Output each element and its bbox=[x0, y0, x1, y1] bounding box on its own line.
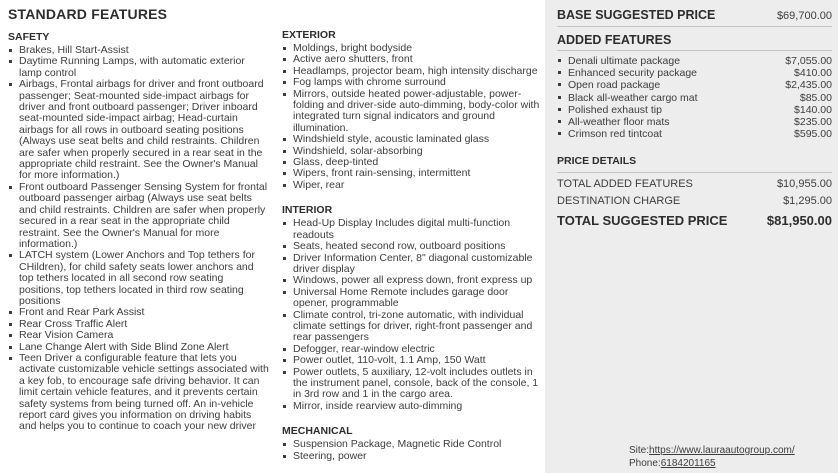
feature-item: LATCH system (Lower Anchors and Top tethers for CHildren), for child safety seats lower anchors and top tethers located in all second row seating positions, top tethers located in third row seating positions bbox=[8, 250, 270, 307]
feature-item: Steering, power bbox=[282, 451, 544, 462]
section-safety bbox=[8, 31, 270, 433]
feature-item: Airbags, Frontal airbags for driver and front outboard passenger; Seat-mounted side-impact airbags for driver and front outboard passenger; Driver inboard seat-mounted side-impact airbag; Head-curtain airbags for all rows in outboard seating positions (Always use seat belts and child restraints. Children are safer when properly secured in a rear seat in the appropriate child restraint. See the Owner's Manual for more information.) bbox=[8, 79, 270, 182]
feature-item: Windshield, solar-absorbing bbox=[282, 146, 544, 157]
feature-item: Driver Information Center, 8" diagonal customizable driver display bbox=[282, 253, 544, 276]
added-feature-row bbox=[557, 67, 832, 79]
price-detail-value: $10,955.00 bbox=[776, 178, 832, 191]
added-feature-label: Polished exhaust tip bbox=[568, 103, 662, 116]
feature-item: Headlamps, projector beam, high intensity discharge bbox=[282, 66, 544, 77]
exterior-heading: EXTERIOR bbox=[282, 29, 336, 41]
feature-item: Active aero shutters, front bbox=[282, 54, 544, 65]
base-price-label: BASE SUGGESTED PRICE bbox=[557, 8, 716, 22]
added-features-heading: ADDED FEATURES bbox=[557, 27, 832, 51]
base-price-row bbox=[557, 8, 832, 27]
mechanical-heading: MECHANICAL bbox=[282, 425, 353, 438]
section-interior bbox=[282, 204, 544, 412]
feature-item: Rear Vision Camera bbox=[8, 330, 270, 341]
price-details-heading: PRICE DETAILS bbox=[557, 155, 832, 173]
added-feature-row bbox=[557, 55, 832, 67]
section-mechanical bbox=[282, 425, 544, 462]
added-feature-row bbox=[557, 116, 832, 128]
added-feature-label: Black all-weather cargo mat bbox=[568, 91, 698, 104]
price-detail-value: $1,295.00 bbox=[783, 195, 832, 208]
added-feature-price: $85.00 bbox=[799, 91, 832, 104]
price-details-list bbox=[557, 173, 832, 207]
feature-item: Head-Up Display Includes digital multi-function readouts bbox=[282, 218, 544, 241]
added-feature-price: $2,435.00 bbox=[785, 79, 832, 92]
dealer-contact bbox=[629, 445, 795, 470]
added-feature-label: Enhanced security package bbox=[568, 67, 697, 80]
added-feature-price: $140.00 bbox=[794, 103, 832, 116]
safety-heading: SAFETY bbox=[8, 31, 50, 43]
phone-link[interactable]: 6184201165 bbox=[660, 457, 716, 469]
feature-item: Brakes, Hill Start-Assist bbox=[8, 45, 270, 56]
feature-item: Seats, heated second row, outboard positions bbox=[282, 241, 544, 252]
price-detail-row bbox=[557, 190, 832, 207]
added-feature-price: $7,055.00 bbox=[785, 55, 832, 67]
added-features-list bbox=[557, 55, 832, 140]
feature-item: Universal Home Remote includes garage door opener, programmable bbox=[282, 287, 544, 310]
feature-item: Power outlets, 5 auxiliary, 12-volt includes outlets in the instrument panel, console, back of the console, 1 in 3rd row and 1 in the cargo area. bbox=[282, 367, 544, 401]
added-feature-row bbox=[557, 128, 832, 140]
feature-item: Mirrors, outside heated power-adjustable, power-folding and driver-side auto-dimming, body-color with integrated turn signal indicators and ground illumination. bbox=[282, 89, 544, 135]
exterior-feature-list bbox=[282, 43, 544, 191]
feature-item: Moldings, bright bodyside bbox=[282, 43, 544, 54]
feature-item: Defogger, rear-window electric bbox=[282, 344, 544, 355]
feature-item: Wipers, front rain-sensing, intermittent bbox=[282, 168, 544, 179]
phone-line bbox=[629, 458, 795, 471]
price-detail-row bbox=[557, 173, 832, 190]
feature-item: Front outboard Passenger Sensing System for frontal outboard passenger airbag (Always use seat belts and child restraints. Children are safer when properly secured in a rear seat in the appropriate child restraint. See the Owner's Manual for more information.) bbox=[8, 182, 270, 250]
added-feature-label: Crimson red tintcoat bbox=[568, 128, 662, 141]
safety-feature-list bbox=[8, 45, 270, 433]
feature-item: Front and Rear Park Assist bbox=[8, 307, 270, 318]
added-feature-price: $595.00 bbox=[794, 128, 832, 141]
feature-item: Lane Change Alert with Side Blind Zone Alert bbox=[8, 342, 270, 353]
feature-item: Windows, power all express down, front express up bbox=[282, 275, 544, 286]
feature-item: Wiper, rear bbox=[282, 180, 544, 191]
site-link[interactable]: https://www.lauraautogroup.com/ bbox=[649, 445, 795, 456]
interior-feature-list bbox=[282, 218, 544, 412]
mechanical-feature-list bbox=[282, 439, 544, 462]
price-detail-label: TOTAL ADDED FEATURES bbox=[557, 178, 693, 191]
features-column-left bbox=[8, 6, 270, 433]
added-feature-row bbox=[557, 79, 832, 91]
feature-item: Daytime Running Lamps, with automatic exterior lamp control bbox=[8, 56, 270, 79]
feature-item: Suspension Package, Magnetic Ride Control bbox=[282, 439, 544, 450]
feature-item: Teen Driver a configurable feature that lets you activate customizable vehicle settings associated with a key fob, to encourage safe driving behavior. It can limit certain vehicle features, and it prevents certain safety systems from being turned off. An in-vehicle report card gives you information on driving habits and helps you to continue to coach your new driver bbox=[8, 353, 270, 433]
added-feature-price: $410.00 bbox=[794, 67, 832, 80]
feature-item: Rear Cross Traffic Alert bbox=[8, 319, 270, 330]
added-feature-row bbox=[557, 104, 832, 116]
site-line bbox=[629, 445, 795, 458]
total-price-row bbox=[557, 207, 832, 228]
price-panel bbox=[545, 0, 838, 473]
feature-item: Windshield style, acoustic laminated glass bbox=[282, 134, 544, 145]
phone-label: Phone: bbox=[629, 457, 661, 469]
page-title: STANDARD FEATURES bbox=[8, 6, 168, 22]
interior-heading: INTERIOR bbox=[282, 204, 333, 217]
added-feature-label: All-weather floor mats bbox=[568, 116, 670, 129]
feature-item: Mirror, inside rearview auto-dimming bbox=[282, 401, 544, 412]
added-feature-label: Open road package bbox=[568, 79, 661, 92]
added-feature-label: Denali ultimate package bbox=[568, 55, 681, 67]
features-column-middle bbox=[282, 29, 544, 462]
added-feature-price: $235.00 bbox=[794, 116, 832, 129]
site-label: Site: bbox=[629, 445, 650, 456]
feature-item: Climate control, tri-zone automatic, with individual climate settings for driver, right-front passenger and rear passengers bbox=[282, 310, 544, 344]
section-exterior bbox=[282, 29, 544, 191]
feature-item: Power outlet, 110-volt, 1.1 Amp, 150 Watt bbox=[282, 355, 544, 366]
total-price-label: TOTAL SUGGESTED PRICE bbox=[557, 213, 728, 229]
added-feature-row bbox=[557, 92, 832, 104]
total-price-value: $81,950.00 bbox=[766, 213, 832, 229]
feature-item: Fog lamps with chrome surround bbox=[282, 77, 544, 88]
base-price-value: $69,700.00 bbox=[776, 10, 832, 22]
feature-item: Glass, deep-tinted bbox=[282, 157, 544, 168]
price-detail-label: DESTINATION CHARGE bbox=[557, 195, 681, 208]
